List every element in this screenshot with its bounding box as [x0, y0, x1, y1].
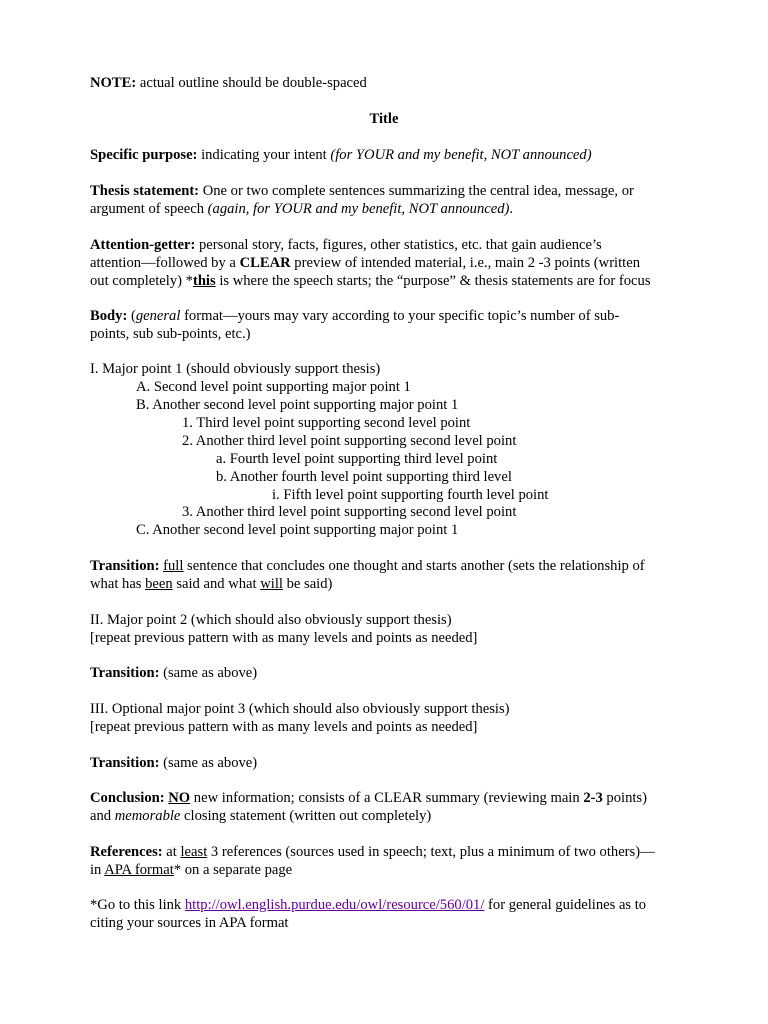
thesis-label: Thesis statement: — [90, 183, 200, 199]
references-line-1 — [90, 843, 655, 861]
thesis-note: (again, for YOUR and my benefit, NOT announced) — [207, 201, 510, 217]
specific-purpose-label: Specific purpose: — [90, 147, 198, 163]
transition-1-line-2 — [90, 575, 332, 593]
conclusion-label: Conclusion: — [90, 790, 165, 806]
attention-line-1 — [90, 236, 602, 254]
transition-label: Transition: — [90, 558, 160, 574]
note-text: actual outline should be double-spaced — [136, 75, 367, 91]
outline-item: b. Another fourth level point supporting third level — [216, 469, 512, 485]
conclusion-line-1 — [90, 789, 647, 807]
conclusion-no: NO — [168, 790, 191, 806]
outline-item: 2. Another third level point supporting second level point — [182, 433, 517, 449]
body-label: Body: — [90, 308, 128, 324]
transition-2 — [90, 664, 257, 682]
attention-text-3a: out completely) * — [90, 273, 193, 289]
major-point-2: II. Major point 2 (which should also obviously support thesis) — [90, 612, 452, 628]
footnote-line-2: citing your sources in APA format — [90, 915, 289, 931]
conclusion-text-b: new information; consists of a CLEAR summary (reviewing main — [190, 790, 584, 806]
transition-3-text: (same as above) — [159, 755, 258, 771]
thesis-line-1 — [90, 182, 634, 200]
attention-text-3b: is where the speech starts; the “purpose” & thesis statements are for focus — [215, 273, 651, 289]
conclusion-memorable: memorable — [114, 808, 181, 824]
references-label: References: — [90, 844, 163, 860]
transition-2-text: (same as above) — [159, 665, 258, 681]
references-apa-format: APA format — [104, 862, 174, 878]
conclusion-text-d: and — [90, 808, 115, 824]
outline-item: 1. Third level point supporting second level point — [182, 415, 471, 431]
attention-text-1: personal story, facts, figures, other statistics, etc. that gain audience’s — [195, 237, 602, 253]
transition-1-text: sentence that concludes one thought and starts another (sets the relationship of — [183, 558, 645, 574]
transition-1-text-c: what has — [90, 576, 146, 592]
conclusion-text-c: points) — [602, 790, 647, 806]
attention-line-3 — [90, 272, 651, 290]
transition-1-text-d: said and what — [172, 576, 261, 592]
references-text-c: in — [90, 862, 105, 878]
transition-label: Transition: — [90, 755, 160, 771]
apa-guidelines-link[interactable]: http://owl.english.purdue.edu/owl/resource/560/01/ — [184, 897, 485, 913]
body-line-2: points, sub sub-points, etc.) — [90, 326, 251, 342]
attention-text-2a: attention—followed by a — [90, 255, 240, 271]
thesis-text-2: argument of speech — [90, 201, 208, 217]
transition-1-been: been — [145, 576, 173, 592]
conclusion-line-2 — [90, 807, 431, 825]
conclusion-range: 2-3 — [583, 790, 603, 806]
specific-purpose-note: (for YOUR and my benefit, NOT announced) — [330, 147, 592, 163]
references-text-d: * on a separate page — [173, 862, 293, 878]
note-label: NOTE: — [90, 75, 137, 91]
body-text-b: format—yours may vary according to your specific topic’s number of sub- — [180, 308, 620, 324]
footnote-text-a: *Go to this link — [90, 897, 185, 913]
references-text-a: at — [162, 844, 181, 860]
thesis-text-1: One or two complete sentences summarizing the central idea, message, or — [199, 183, 634, 199]
outline-item: B. Another second level point supporting major point 1 — [136, 397, 459, 413]
transition-1-full: full — [163, 558, 184, 574]
note-line — [90, 74, 367, 92]
outline-item: 3. Another third level point supporting second level point — [182, 504, 517, 520]
specific-purpose-text: indicating your intent — [197, 147, 331, 163]
major-point-3-note: [repeat previous pattern with as many levels and points as needed] — [90, 719, 478, 735]
body-text-a: ( — [127, 308, 136, 324]
attention-this: this — [192, 273, 216, 289]
attention-line-2 — [90, 254, 640, 272]
page-title: Title — [369, 111, 399, 127]
transition-3 — [90, 754, 257, 772]
body-general: general — [135, 308, 181, 324]
footnote-text-b: for general guidelines as to — [484, 897, 647, 913]
outline-item: I. Major point 1 (should obviously support thesis) — [90, 361, 381, 377]
major-point-3: III. Optional major point 3 (which should also obviously support thesis) — [90, 701, 510, 717]
major-point-2-note: [repeat previous pattern with as many levels and points as needed] — [90, 630, 478, 646]
attention-text-2b: preview of intended material, i.e., main 2 -3 points (written — [290, 255, 640, 271]
outline-item: a. Fourth level point supporting third level point — [216, 451, 498, 467]
transition-label: Transition: — [90, 665, 160, 681]
attention-clear: CLEAR — [239, 255, 291, 271]
specific-purpose — [90, 146, 592, 164]
thesis-end: . — [509, 201, 514, 217]
transition-1-line-1 — [90, 557, 645, 575]
references-text-b: 3 references (sources used in speech; text, plus a minimum of two others)— — [207, 844, 655, 860]
transition-1-text-e: be said) — [282, 576, 333, 592]
references-line-2 — [90, 861, 292, 879]
outline-item: i. Fifth level point supporting fourth level point — [272, 487, 549, 503]
conclusion-text-e: closing statement (written out completely) — [180, 808, 432, 824]
transition-1-will: will — [260, 576, 283, 592]
footnote-line-1 — [90, 896, 646, 914]
attention-label: Attention-getter: — [90, 237, 196, 253]
body-line-1 — [90, 307, 619, 325]
outline-item: C. Another second level point supporting major point 1 — [136, 522, 459, 538]
outline-item: A. Second level point supporting major point 1 — [136, 379, 411, 395]
thesis-line-2 — [90, 200, 513, 218]
references-least: least — [180, 844, 208, 860]
